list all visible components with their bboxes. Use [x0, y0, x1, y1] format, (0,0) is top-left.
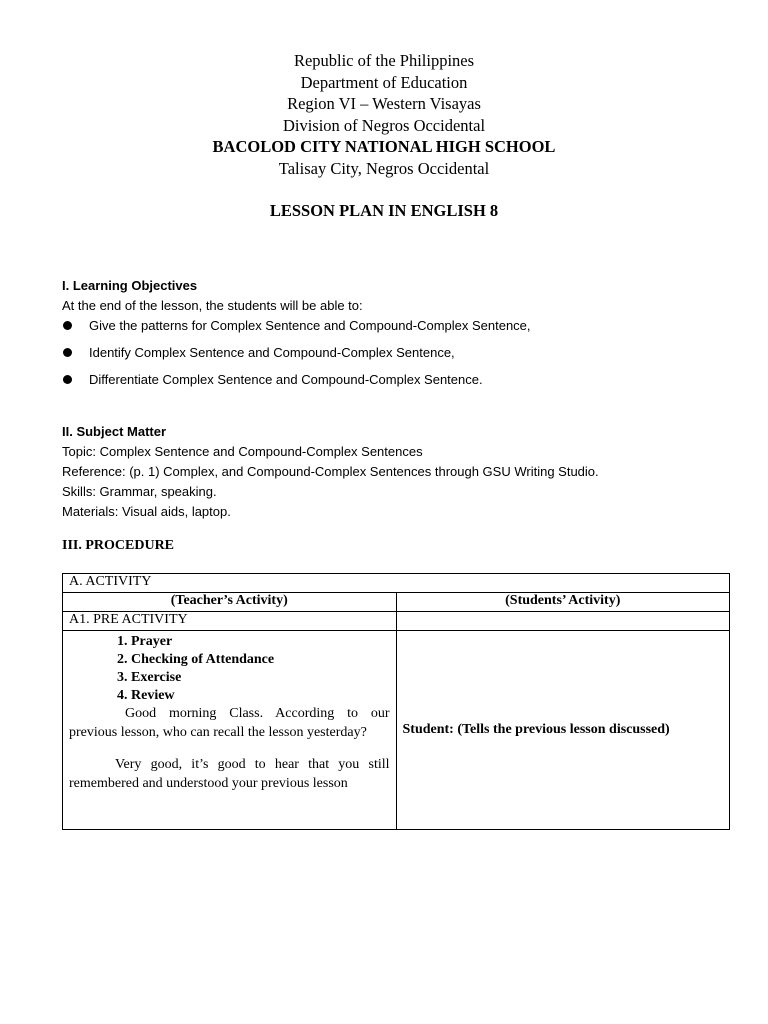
activity-header-cell: A. ACTIVITY [63, 574, 730, 593]
table-row [63, 631, 730, 830]
header-region: Region VI – Western Visayas [287, 94, 481, 113]
header-department: Department of Education [300, 72, 468, 92]
objectives-intro: At the end of the lesson, the students will be able to: [62, 298, 363, 313]
header-republic: Republic of the Philippines [293, 51, 475, 70]
subject-matter-section [62, 422, 599, 522]
bullet-icon [63, 375, 72, 384]
teacher-greeting: Good morning Class. According to our previous lesson, who can recall the lesson yesterday? [69, 706, 390, 740]
subject-matter-heading: II. Subject Matter [62, 424, 167, 439]
objective-item: Give the patterns for Complex Sentence and Compound-Complex Sentence, [62, 316, 531, 343]
bullet-icon [63, 321, 72, 330]
teacher-feedback: Very good, it’s good to hear that you still remembered and understood your previous lesson [69, 757, 390, 791]
subject-reference: Reference: (p. 1) Complex, and Compound-Complex Sentences through GSU Writing Studio. [62, 464, 599, 479]
table-row [63, 612, 730, 631]
list-item: 3. Exercise [117, 670, 182, 685]
teacher-activity-cell [63, 631, 397, 830]
student-column-header: (Students’ Activity) [396, 593, 730, 612]
student-response-cell: Student: (Tells the previous lesson discussed) [396, 631, 730, 830]
list-item: 2. Checking of Attendance [117, 652, 275, 667]
objectives-heading: I. Learning Objectives [62, 278, 198, 293]
pre-activity-cell: A1. PRE ACTIVITY [63, 612, 397, 631]
list-item: 1. Prayer [117, 634, 173, 649]
objectives-list [62, 316, 531, 397]
objective-item: Identify Complex Sentence and Compound-Complex Sentence, [62, 343, 531, 370]
bullet-icon [63, 348, 72, 357]
table-row [63, 593, 730, 612]
table-row [63, 574, 730, 593]
subject-skills: Skills: Grammar, speaking. [62, 484, 217, 499]
document-header [0, 50, 768, 179]
procedure-heading: III. PROCEDURE [62, 538, 175, 553]
teacher-column-header: (Teacher’s Activity) [63, 593, 397, 612]
learning-objectives-section [62, 276, 531, 397]
subject-materials: Materials: Visual aids, laptop. [62, 504, 231, 519]
objective-item: Differentiate Complex Sentence and Compound-Complex Sentence. [62, 370, 531, 397]
pre-activity-steps [69, 633, 390, 705]
list-item: 4. Review [117, 688, 175, 703]
empty-cell [396, 612, 730, 631]
subject-topic: Topic: Complex Sentence and Compound-Complex Sentences [62, 444, 423, 459]
header-division: Division of Negros Occidental [282, 115, 486, 135]
lesson-plan-title: LESSON PLAN IN ENGLISH 8 [269, 201, 499, 220]
header-school: BACOLOD CITY NATIONAL HIGH SCHOOL [212, 137, 556, 156]
activity-table [62, 573, 730, 830]
header-location: Talisay City, Negros Occidental [278, 158, 490, 178]
